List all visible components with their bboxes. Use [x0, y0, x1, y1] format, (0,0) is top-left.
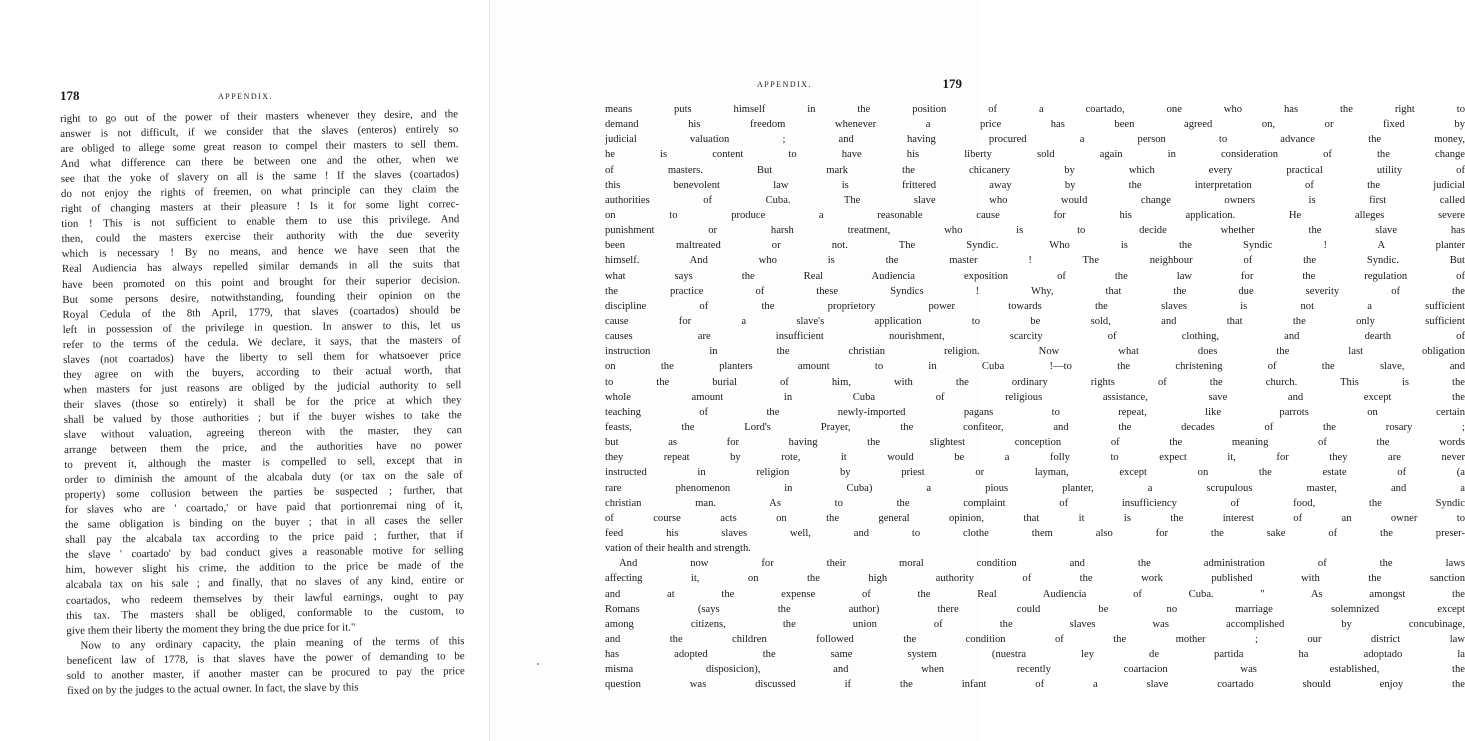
- text-line: this benevolent law is frittered away by the interpretation of the judicial: [605, 179, 1465, 191]
- text-line: are obliged to allege some great reason to compel their masters to sell them.: [60, 138, 459, 156]
- text-line: beneficent law of 1778, is that slaves have the power of demanding to be: [66, 649, 465, 667]
- text-line: shall pay the alcabala tax according to the price paid ; further, that if: [65, 529, 464, 547]
- text-line: left in possession of the privilege in question. In answer to this, let us: [62, 318, 461, 336]
- text-line: But some persons desire, notwithstanding, founding their opinion on the: [62, 288, 461, 306]
- text-line: tion ! This is not sufficient to enable them to use this privilege. And: [61, 213, 460, 231]
- text-line: slave without valuation, agreeing thereon with the master, they can: [63, 424, 462, 441]
- text-line: sold to another master, if another master can be procured to pay the price: [66, 664, 465, 682]
- text-line: discipline of the proprietory power towards the slaves is not a sufficient: [605, 300, 1465, 312]
- text-line: this tax. The masters shall be obliged, conformable to the custom, to: [66, 604, 465, 622]
- text-line: affecting it, on the high authority of the work published with the sanction: [605, 573, 1465, 585]
- text-line: when masters for just reasons are obliged by the judicial authority to sell: [63, 378, 462, 396]
- page-number: 178: [60, 88, 80, 103]
- text-line: right of changing masters at their pleasure ! Is it for some light correc-: [61, 198, 460, 216]
- text-line: their slaves (those so entirely) it shall be for the price at which they: [63, 394, 462, 411]
- text-line: property) some collusion between the parties be suspected ; further, that: [64, 484, 463, 502]
- text-line: of course acts on the general opinion, that it is the interest of an owner to: [605, 512, 1465, 524]
- text-line: authorities of Cuba. The slave who would change owners is first called: [605, 194, 1465, 206]
- text-line: misma disposicion), and when recently coartacion was established, the: [605, 664, 1465, 676]
- text-line: among citizens, the union of the slaves was accomplished by concubinage,: [605, 618, 1465, 630]
- text-line: the same obligation is binding on the buyer ; that in all cases the seller: [64, 514, 464, 532]
- text-line: answer is not difficult, if we consider that the slaves (enteros) entirely so: [60, 123, 459, 141]
- text-line: then, could the masters exercise their authority with the due severity: [61, 228, 460, 246]
- text-line: refer to the terms of the cedula. We declare, it says, that the masters of: [62, 333, 461, 351]
- text-line: shall be valued by those authorities ; but if the buyer wishes to take the: [63, 409, 462, 426]
- text-line: have been promoted on this point and brought for their superior decision.: [62, 273, 461, 291]
- text-line: on the planters amount to in Cuba !—to the christening of the slave, and: [605, 361, 1465, 373]
- text-line: the practice of these Syndics ! Why, that the due severity of the: [605, 285, 1465, 297]
- text-line: Romans (says the author) there could be no marriage solemnized except: [605, 603, 1465, 615]
- left-page: [0, 0, 490, 741]
- text-line: give them their liberty the moment they bring the due price for it.": [66, 621, 356, 637]
- text-line: which is necessary ! By no means, and hence we have seen that the: [61, 243, 460, 261]
- text-line: coartados, who redeem themselves by their lawful earnings, ought to pay: [65, 589, 465, 607]
- right-page-header: [490, 76, 980, 96]
- right-page-text: [605, 102, 1465, 692]
- text-line: Royal Cedula of the 8th April, 1779, that slaves (coartados) should be: [62, 303, 461, 321]
- text-line: to the burial of him, with the ordinary rights of the church. This is the: [605, 376, 1465, 388]
- text-line: fixed on by the judges to the actual owner. In fact, the slave by this: [66, 681, 359, 697]
- text-line: him, however slight his crime, the addition to the price be made of the: [65, 559, 464, 577]
- left-page-header: [0, 88, 490, 108]
- text-line: question was discussed if the infant of a slave coartado should enjoy the: [605, 679, 1465, 691]
- text-line: And what difference can there be between one and the other, when we: [60, 153, 459, 171]
- text-line: right to go out of the power of their masters whenever they desire, and the: [60, 108, 459, 125]
- text-line: slaves (not coartados) have the liberty to sell them for whatsoever price: [62, 348, 462, 366]
- text-line: of masters. But mark the chicanery by which every practical utility of: [605, 164, 1465, 176]
- text-line: on to produce a reasonable cause for his application. He alleges severe: [605, 209, 1465, 221]
- text-line: causes are insufficient nourishment, scarcity of clothing, and dearth of: [605, 331, 1465, 343]
- text-line: teaching of the newly-imported pagans to repeat, like parrots on certain: [605, 406, 1465, 418]
- text-line: And now for their moral condition and the administration of the laws: [619, 558, 1465, 570]
- text-line: do not enjoy the rights of freemen, on what principle can they claim the: [60, 183, 460, 201]
- text-line: see that the yoke of slavery on all is the same ! If the slaves (coartados): [60, 168, 459, 186]
- text-line: demand his freedom whenever a price has been agreed on, or fixed by: [605, 119, 1465, 131]
- text-line: cause for a slave's application to be sold, and that the only sufficient: [605, 315, 1465, 327]
- text-line: judicial valuation ; and having procured a person to advance the money,: [605, 134, 1465, 146]
- text-line: they agree on with the buyers, according to their actual worth, that: [63, 363, 462, 381]
- text-line: alcabala tax on his sale ; and finally, that no slaves of any kind, entire or: [65, 574, 464, 592]
- text-line: the slave ' coartado' by bad conduct gives a reasonable motive for selling: [65, 544, 464, 562]
- text-line: means puts himself in the position of a coartado, one who has the right to: [605, 104, 1465, 115]
- text-line: for slaves who are ' coartado,' or have paid that portionremai ning of it,: [64, 499, 463, 517]
- right-page: [490, 0, 1465, 741]
- text-line: order to diminish the amount of the alcabala duty (or tax on the sale of: [64, 469, 463, 487]
- running-head: APPENDIX.: [218, 92, 274, 101]
- text-line: and at the expense of the Real Audiencia of Cuba. " As amongst the: [605, 588, 1465, 600]
- text-line: arrange between them the price, and the authorities have no power: [64, 439, 463, 457]
- text-line: vation of their health and strength.: [605, 543, 751, 555]
- text-line: but as for having the slightest conception of the meaning of the words: [605, 437, 1465, 449]
- text-line: and the children followed the condition of the mother ; our district law: [605, 633, 1465, 645]
- text-line: what says the Real Audiencia exposition of the law for the regulation of: [605, 270, 1465, 282]
- text-line: rare phenomenon in Cuba) a pious planter, a scrupulous master, and a: [605, 482, 1465, 494]
- text-line: Now to any ordinary capacity, the plain meaning of the terms of this: [80, 634, 465, 652]
- page-number: 179: [942, 76, 962, 91]
- text-line: feasts, the Lord's Prayer, the confiteor, and the decades of the rosary ;: [605, 421, 1465, 433]
- text-line: instructed in religion by priest or layman, except on the estate of (a: [605, 467, 1465, 479]
- text-line: punishment or harsh treatment, who is to decide whether the slave has: [605, 225, 1465, 237]
- text-line: whole amount in Cuba of religious assistance, save and except the: [605, 391, 1465, 403]
- text-line: feed his slaves well, and to clothe them also for the sake of the preser-: [605, 527, 1465, 539]
- text-line: has adopted the same system (nuestra ley de partida ha adoptado la: [605, 649, 1465, 661]
- text-line: he is content to have his liberty sold again in consideration of the change: [605, 149, 1465, 161]
- text-line: christian man. As to the complaint of insufficiency of food, the Syndic: [605, 497, 1465, 509]
- scan-speck: [537, 663, 539, 665]
- text-line: been maltreated or not. The Syndic. Who is the Syndic ! A planter: [605, 240, 1465, 252]
- text-line: Real Audiencia has always repelled similar demands in all the suits that: [61, 258, 460, 276]
- text-line: they repeat by rote, it would be a folly to expect it, for they are never: [605, 452, 1465, 464]
- left-page-text: [60, 107, 465, 699]
- running-head: APPENDIX.: [757, 80, 813, 89]
- text-line: himself. And who is the master ! The neighbour of the Syndic. But: [605, 255, 1465, 267]
- text-line: instruction in the christian religion. Now what does the last obligation: [605, 346, 1465, 358]
- text-line: to prevent it, although the master is compelled to sell, except that in: [64, 454, 463, 472]
